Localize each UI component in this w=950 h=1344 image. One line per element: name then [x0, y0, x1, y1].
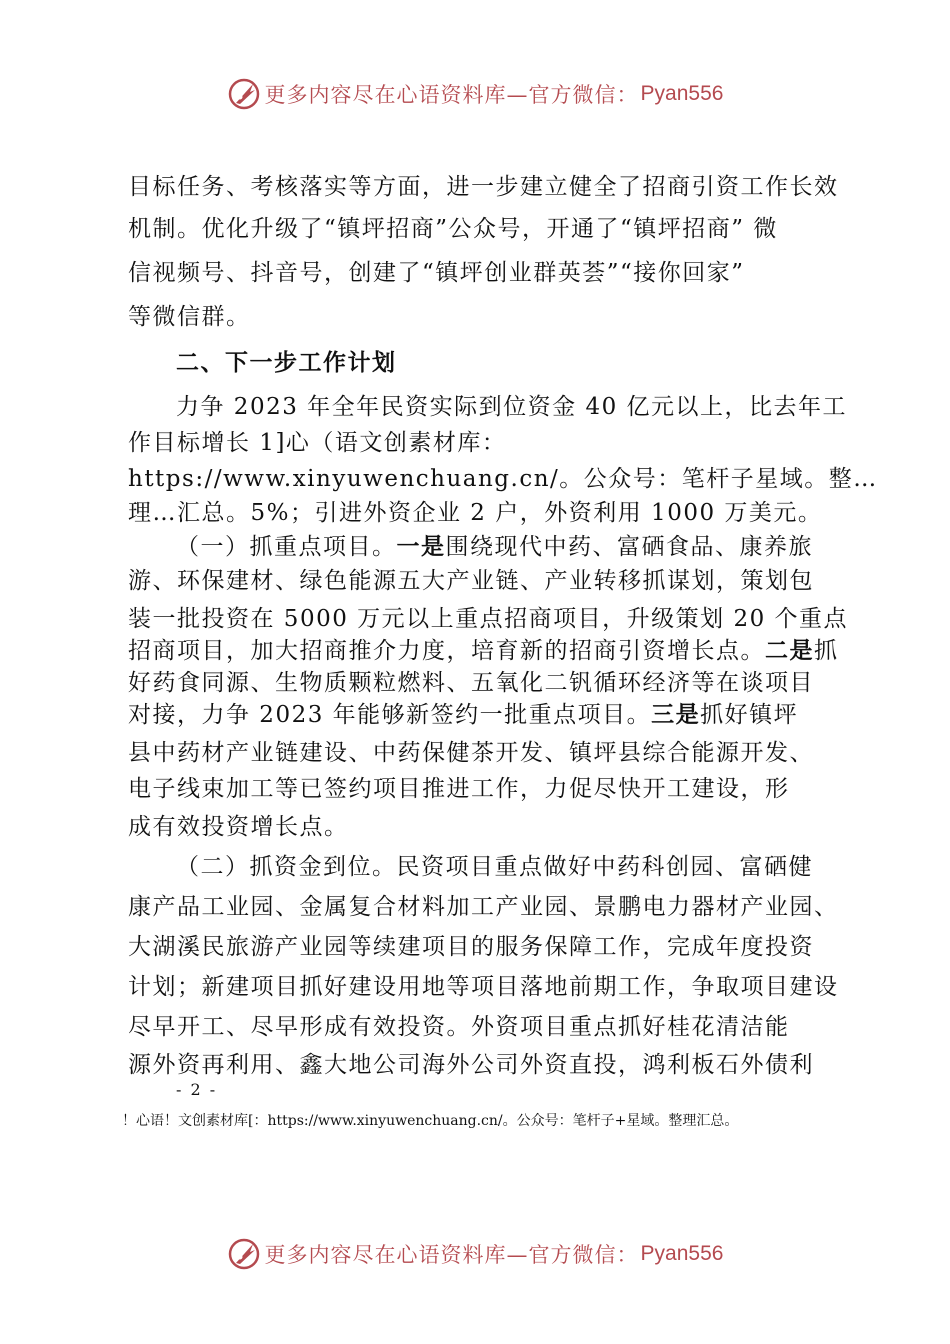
body-text: 围绕现代中药、富硒食品、康养旅: [445, 534, 813, 560]
watermark-text: 更多内容尽在心语资料库—官方微信：: [264, 83, 639, 107]
body-line: 游、环保建材、绿色能源五大产业链、产业转移抓谋划，策划包: [128, 568, 814, 594]
body-line: 源外资再利用、鑫大地公司海外公司外资直投，鸿利板石外债利: [128, 1052, 814, 1078]
footer-watermark: [0, 1232, 950, 1276]
body-line: 尽早开工、尽早形成有效投资。外资项目重点抓好桂花清洁能: [128, 1014, 790, 1040]
body-line: 作目标增长 1]心（语文创素材库：: [128, 430, 507, 456]
section-heading: 二、下一步工作计划: [176, 350, 397, 376]
body-line: [128, 636, 839, 666]
body-line: 理…汇总。5%；引进外资企业 2 户，外资利用 1000 万美元。: [128, 500, 823, 526]
body-line: 等微信群。: [128, 304, 251, 330]
header-watermark: [0, 72, 950, 116]
body-line: 目标任务、考核落实等方面，进一步建立健全了招商引资工作长效: [128, 174, 839, 200]
body-line: 康产品工业园、金属复合材料加工产业园、景鹏电力器材产业园、: [128, 894, 839, 920]
bold-marker: 二是: [765, 638, 814, 664]
quill-logo-icon: [227, 77, 261, 111]
body-line: （二）抓资金到位。民资项目重点做好中药科创园、富硒健: [176, 854, 813, 880]
quill-logo-icon: [227, 1237, 261, 1271]
body-line: 县中药材产业链建设、中药保健茶开发、镇坪县综合能源开发、: [128, 740, 814, 766]
body-line: 力争 2023 年全年民资实际到位资金 40 亿元以上，比去年工: [176, 394, 848, 420]
body-text: 抓好镇坪: [700, 702, 799, 728]
watermark-contact: Pyan556: [640, 1242, 724, 1265]
body-text: 对接，力争 2023 年能够新签约一批重点项目。: [128, 702, 652, 728]
bold-marker: 一是: [396, 534, 446, 560]
body-line: [128, 700, 798, 730]
body-text: 抓: [814, 638, 839, 664]
page-number: - 2 -: [176, 1080, 218, 1099]
body-line: [176, 532, 813, 562]
body-line: 好药食同源、生物质颗粒燃料、五氧化二钒循环经济等在谈项目: [128, 670, 814, 696]
body-line: 电子线束加工等已签约项目推进工作，力促尽快开工建设，形: [128, 776, 790, 802]
body-line: 大湖溪民旅游产业园等续建项目的服务保障工作，完成年度投资: [128, 934, 814, 960]
body-text: 招商项目，加大招商推介力度，培育新的招商引资增长点。: [128, 638, 765, 664]
watermark-contact: Pyan556: [640, 82, 724, 105]
watermark-text: 更多内容尽在心语资料库—官方微信：: [264, 1243, 639, 1267]
footer-note: ！心语！文创素材库[：https://www.xinyuwenchuang.cn/。公众号：笔杆子+星域。整理汇总。: [122, 1113, 739, 1129]
body-line: https://www.xinyuwenchuang.cn/。公众号：笔杆子星域。整…: [128, 466, 878, 492]
body-line: 计划；新建项目抓好建设用地等项目落地前期工作，争取项目建设: [128, 974, 839, 1000]
bold-marker: 三是: [651, 702, 701, 728]
subsection-label: （一）抓重点项目。: [176, 534, 397, 560]
body-line: 成有效投资增长点。: [128, 814, 349, 840]
body-line: 装一批投资在 5000 万元以上重点招商项目，升级策划 20 个重点: [128, 606, 849, 632]
body-line: 信视频号、抖音号，创建了“镇坪创业群英荟”“接你回家”: [128, 260, 745, 286]
body-line: 机制。优化升级了“镇坪招商”公众号，开通了“镇坪招商” 微: [128, 216, 778, 242]
